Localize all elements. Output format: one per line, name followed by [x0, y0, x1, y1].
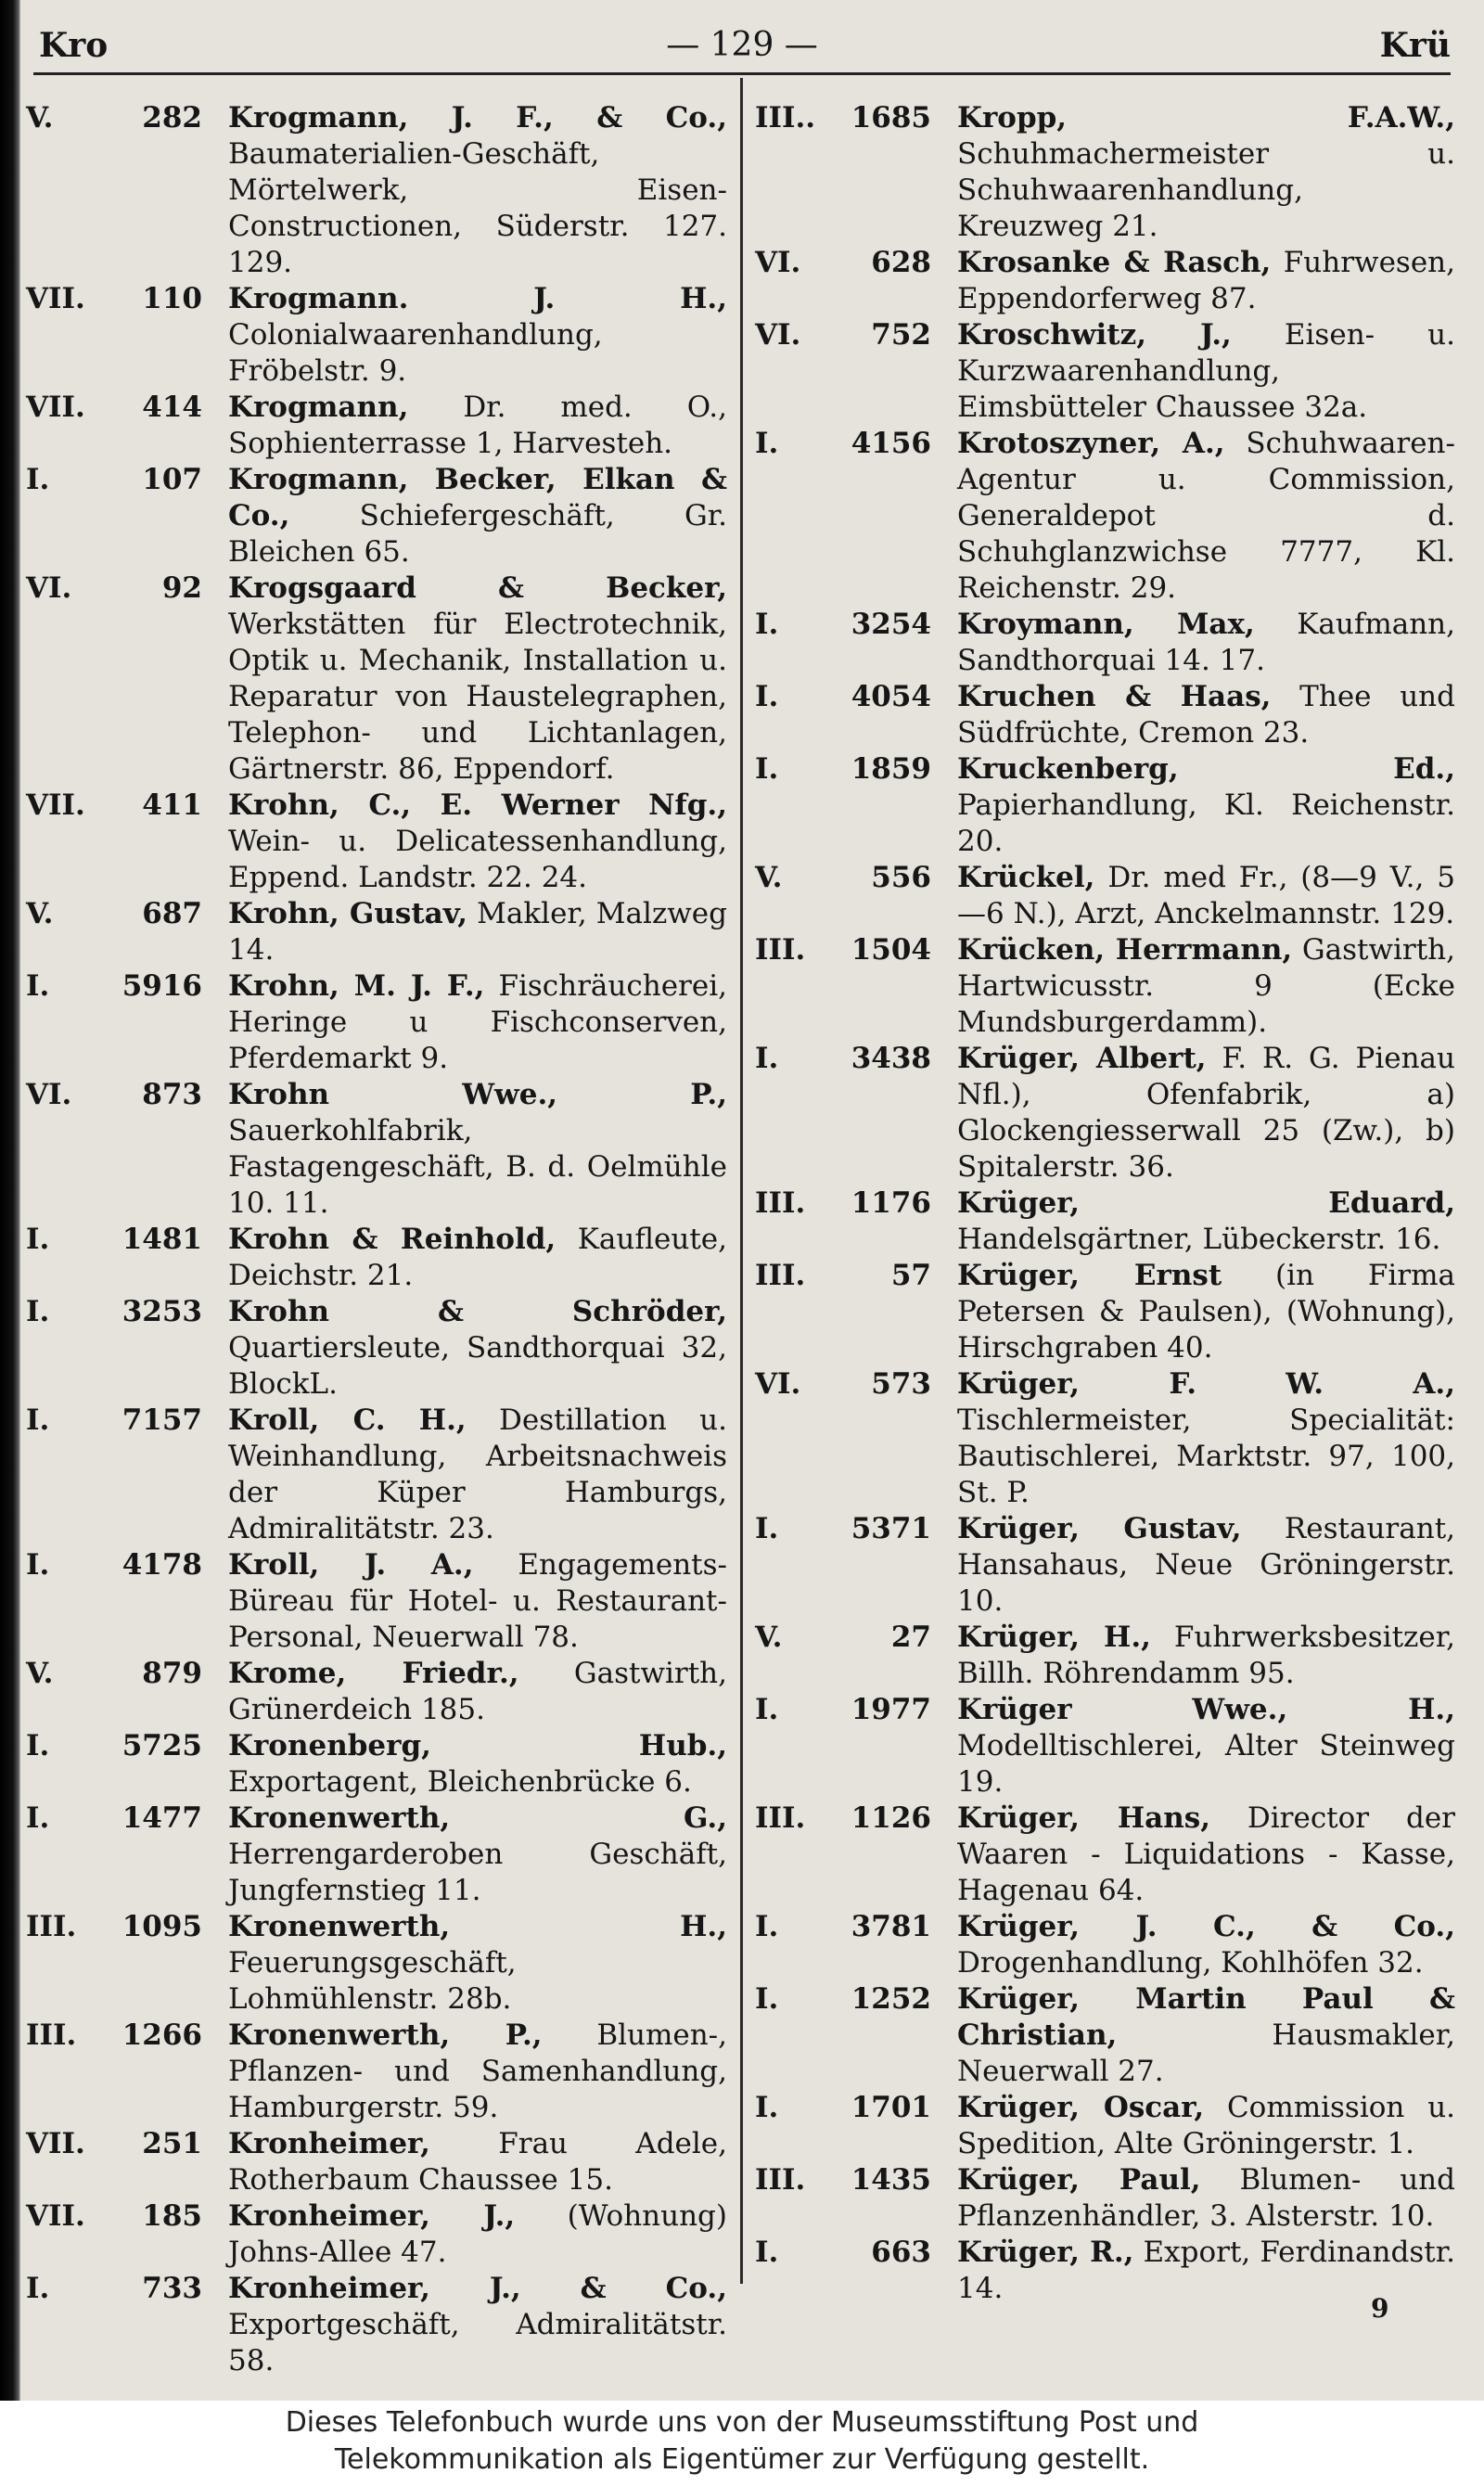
exchange-section: V.: [755, 861, 783, 894]
exchange-section: III.: [755, 1186, 806, 1220]
subscriber-name: Krüger, Albert,: [957, 1042, 1207, 1075]
directory-entry: [26, 1909, 727, 2018]
subscriber-details: Kaufleute, Deichstr. 21.: [228, 1223, 727, 1292]
subscriber-name: Kroll, C. H.,: [228, 1403, 467, 1437]
subscriber-name: Kronheimer, J.,: [228, 2199, 516, 2233]
subscriber-name: Krohn, M. J. F.,: [228, 969, 485, 1003]
exchange-section: V.: [755, 1621, 783, 1654]
exchange-section: VI.: [755, 318, 801, 352]
entry-text: [228, 2271, 727, 2379]
subscriber-details: Exportagent, Bleichenbrücke 6.: [228, 1765, 692, 1799]
line-number: 1266: [122, 2018, 202, 2052]
entry-text: [957, 1692, 1455, 1800]
footer-line-1: Dieses Telefonbuch wurde uns von der Museumsstiftung Post und: [285, 2406, 1199, 2439]
entry-text: [228, 788, 727, 896]
exchange-section: V.: [26, 1657, 54, 1690]
subscriber-details: Engagements-Büreau für Hotel- u. Restaurant-Personal, Neuerwall 78.: [228, 1548, 728, 1654]
directory-entry: [26, 2271, 727, 2379]
entry-text: [957, 317, 1455, 426]
line-number: 1176: [851, 1186, 931, 1220]
subscriber-name: Krüger, Ernst: [957, 1259, 1222, 1292]
directory-entry: [755, 245, 1455, 317]
exchange-section: I.: [755, 1693, 779, 1726]
entry-text: [228, 1222, 727, 1294]
directory-entry: [26, 462, 727, 570]
exchange-section: VI.: [755, 246, 801, 279]
line-number: 1126: [851, 1801, 931, 1835]
subscriber-name: Krüger, Hans,: [957, 1801, 1211, 1835]
subscriber-details: Baumaterialien-Geschäft, Mörtelwerk, Eisen-Constructionen, Süderstr. 127. 129.: [228, 137, 727, 279]
subscriber-details: Drogenhandlung, Kohlhöfen 32.: [957, 1946, 1424, 1980]
exchange-section: I.: [26, 1403, 50, 1437]
directory-entry: [26, 968, 727, 1077]
directory-entry: [755, 1511, 1455, 1620]
directory-entry: [755, 751, 1455, 860]
entry-text: [228, 968, 727, 1077]
subscriber-details: Blumen-, Pflanzen- und Samenhandlung, Hamburgerstr. 59.: [228, 2018, 728, 2124]
exchange-section: VII.: [26, 2199, 85, 2233]
exchange-section: I.: [755, 752, 779, 786]
subscriber-name: Krüger Wwe., H.,: [957, 1693, 1455, 1726]
line-number: 251: [142, 2127, 202, 2160]
line-number: 5725: [122, 1729, 202, 1762]
subscriber-details: Schuhmachermeister u. Schuhwaarenhandlung, Kreuzweg 21.: [957, 137, 1455, 243]
line-number: 1477: [122, 1801, 202, 1835]
subscriber-details: Blumen- und Pflanzenhändler, 3. Alsterstr. 10.: [957, 2163, 1455, 2233]
subscriber-details: Feuerungsgeschäft, Lohmühlenstr. 28b.: [228, 1946, 517, 2016]
entry-text: [228, 390, 727, 462]
page-spine-shadow: [0, 0, 20, 2401]
exchange-section: VII.: [26, 788, 85, 822]
directory-entry: [26, 1547, 727, 1656]
exchange-section: I.: [755, 1042, 779, 1075]
exchange-section: I.: [755, 2236, 779, 2269]
entry-text: [957, 1366, 1455, 1511]
entry-text: [228, 1294, 727, 1403]
entry-text: [957, 245, 1455, 317]
exchange-section: I.: [26, 1801, 50, 1835]
subscriber-name: Kroymann, Max,: [957, 608, 1255, 641]
line-number: 879: [142, 1657, 202, 1690]
directory-entry: [26, 281, 727, 390]
line-number: 1435: [851, 2163, 931, 2197]
directory-entry: [755, 426, 1455, 607]
entry-text: [957, 1185, 1455, 1258]
subscriber-details: Hausmakler, Neuerwall 27.: [957, 2018, 1455, 2088]
line-number: 5916: [122, 969, 202, 1003]
subscriber-name: Krohn Wwe., P.,: [228, 1078, 727, 1111]
subscriber-details: F. R. G. Pienau Nfl.), Ofenfabrik, a) Glockengiesserwall 25 (Zw.), b) Spitalerstr. 36.: [957, 1042, 1455, 1184]
entry-text: [957, 679, 1455, 751]
directory-entry: [755, 1185, 1455, 1258]
subscriber-details: Schuhwaaren-Agentur u. Commission, Generaldepot d. Schuhglanzwichse 7777, Kl. Reichenstr. 29.: [957, 427, 1455, 605]
directory-entry: [755, 1041, 1455, 1185]
line-number: 92: [161, 571, 202, 605]
exchange-section: I.: [755, 680, 779, 713]
header-right-keyword: Krü: [1379, 26, 1451, 65]
subscriber-details: Sauerkohlfabrik, Fastagengeschäft, B. d. Oelmühle 10. 11.: [228, 1114, 727, 1220]
subscriber-details: Kaufmann, Sandthorquai 14. 17.: [957, 608, 1455, 677]
directory-entry: [755, 1366, 1455, 1511]
subscriber-details: Dr. med Fr., (8—9 V., 5—6 N.), Arzt, Anckelmannstr. 129.: [957, 861, 1455, 930]
line-number: 107: [142, 463, 202, 496]
exchange-section: III.: [755, 1801, 806, 1835]
exchange-section: I.: [26, 1548, 50, 1582]
entry-text: [957, 2090, 1455, 2162]
subscriber-details: Eisen- u. Kurzwaarenhandlung, Eimsbütteler Chaussee 32a.: [957, 318, 1455, 424]
entry-text: [228, 1728, 727, 1800]
subscriber-name: Kronenberg, Hub.,: [228, 1729, 727, 1762]
subscriber-details: Commission u. Spedition, Alte Gröningerstr. 1.: [957, 2091, 1456, 2160]
subscriber-name: Krücken, Herrmann,: [957, 933, 1293, 967]
subscriber-details: Handelsgärtner, Lübeckerstr. 16.: [957, 1223, 1441, 1256]
line-number: 3438: [851, 1042, 931, 1075]
exchange-section: VII.: [26, 282, 85, 315]
directory-entry: [755, 1800, 1455, 1909]
exchange-section: I.: [26, 463, 50, 496]
subscriber-name: Krohn & Schröder,: [228, 1295, 727, 1328]
entry-text: [957, 751, 1455, 860]
subscriber-details: Modelltischlerei, Alter Steinweg 19.: [957, 1729, 1455, 1799]
subscriber-name: Kroll, J. A.,: [228, 1548, 474, 1582]
directory-entry: [26, 1800, 727, 1909]
line-number: 185: [142, 2199, 202, 2233]
entry-text: [228, 1403, 727, 1547]
directory-entry: [755, 317, 1455, 426]
line-number: 1859: [851, 752, 931, 786]
subscriber-details: Fischräucherei, Heringe u Fischconserven, Pferdemarkt 9.: [228, 969, 727, 1075]
directory-entry: [26, 896, 727, 968]
subscriber-name: Krome, Friedr.,: [228, 1657, 519, 1690]
line-number: 4178: [122, 1548, 202, 1582]
subscriber-name: Kroschwitz, J.,: [957, 318, 1232, 352]
exchange-section: I.: [26, 969, 50, 1003]
entry-text: [228, 462, 727, 570]
subscriber-name: Krohn, Gustav,: [228, 897, 468, 930]
subscriber-name: Krüger, Martin Paul & Christian,: [957, 1982, 1455, 2052]
directory-entry: [26, 1656, 727, 1728]
directory-entry: [26, 1728, 727, 1800]
subscriber-details: Export, Ferdinandstr. 14.: [957, 2236, 1455, 2305]
line-number: 556: [871, 861, 931, 894]
line-number: 3253: [122, 1295, 202, 1328]
directory-entry: [755, 2235, 1455, 2307]
subscriber-name: Krogmann,: [228, 391, 409, 424]
exchange-section: I.: [26, 1729, 50, 1762]
exchange-section: III..: [755, 101, 816, 135]
subscriber-name: Krogmann, J. F., & Co.,: [228, 101, 727, 135]
line-number: 5371: [851, 1512, 931, 1545]
line-number: 1701: [851, 2091, 931, 2124]
exchange-section: III.: [26, 1910, 77, 1943]
subscriber-details: Frau Adele, Rotherbaum Chaussee 15.: [228, 2127, 727, 2197]
line-number: 282: [142, 101, 202, 135]
subscriber-name: Kronheimer,: [228, 2127, 430, 2160]
entry-text: [957, 1981, 1455, 2090]
exchange-section: I.: [755, 608, 779, 641]
subscriber-details: Makler, Malzweg 14.: [228, 897, 728, 967]
exchange-section: V.: [26, 897, 54, 930]
line-number: 110: [142, 282, 202, 315]
entry-text: [228, 2018, 727, 2126]
exchange-section: I.: [26, 2272, 50, 2305]
entry-text: [228, 570, 727, 788]
entry-text: [957, 2162, 1455, 2235]
subscriber-name: Krüger, R.,: [957, 2236, 1134, 2269]
line-number: 628: [871, 246, 931, 279]
entry-text: [228, 1656, 727, 1728]
entry-text: [957, 1041, 1455, 1185]
subscriber-name: Krüger, Oscar,: [957, 2091, 1205, 2124]
directory-entry: [755, 932, 1455, 1041]
subscriber-name: Krohn, C., E. Werner Nfg.,: [228, 788, 727, 822]
line-number: 573: [871, 1367, 931, 1401]
line-number: 411: [142, 788, 202, 822]
subscriber-details: Quartiersleute, Sandthorquai 32, BlockL.: [228, 1331, 727, 1401]
exchange-section: III.: [755, 1259, 806, 1292]
subscriber-name: Kruckenberg, Ed.,: [957, 752, 1455, 786]
exchange-section: I.: [755, 427, 779, 460]
exchange-section: I.: [755, 1982, 779, 2016]
left-column: [26, 100, 727, 2379]
page-mark: 9: [1371, 2293, 1389, 2324]
footer-notice: [0, 2401, 1484, 2486]
directory-entry: [755, 2090, 1455, 2162]
directory-entry: [26, 1077, 727, 1222]
exchange-section: VI.: [755, 1367, 801, 1401]
line-number: 1481: [122, 1223, 202, 1256]
line-number: 414: [142, 391, 202, 424]
subscriber-name: Krückel,: [957, 861, 1095, 894]
subscriber-name: Krogsgaard & Becker,: [228, 571, 727, 605]
directory-entry: [26, 1222, 727, 1294]
directory-entry: [755, 100, 1455, 245]
subscriber-details: Dr. med. O., Sophienterrasse 1, Harvesteh.: [228, 391, 728, 460]
directory-entry: [755, 1909, 1455, 1981]
directory-entry: [755, 1692, 1455, 1800]
directory-entry: [26, 2018, 727, 2126]
footer-line-2: Telekommunikation als Eigentümer zur Verfügung gestellt.: [334, 2443, 1150, 2476]
subscriber-name: Krüger, J. C., & Co.,: [957, 1910, 1455, 1943]
line-number: 1252: [851, 1982, 931, 2016]
subscriber-name: Kronenwerth, H.,: [228, 1910, 727, 1943]
line-number: 27: [890, 1621, 931, 1654]
entry-text: [957, 860, 1455, 932]
entry-text: [957, 1258, 1455, 1366]
exchange-section: VI.: [26, 1078, 72, 1111]
subscriber-name: Krogmann. J. H.,: [228, 282, 727, 315]
column-divider: [740, 78, 743, 2284]
subscriber-name: Krotoszyner, A.,: [957, 427, 1225, 460]
subscriber-details: Wein- u. Delicatessenhandlung, Eppend. Landstr. 22. 24.: [228, 825, 727, 894]
exchange-section: VII.: [26, 391, 85, 424]
subscriber-name: Kruchen & Haas,: [957, 680, 1272, 713]
line-number: 687: [142, 897, 202, 930]
line-number: 733: [142, 2272, 202, 2305]
entry-text: [957, 426, 1455, 607]
entry-text: [957, 1620, 1455, 1692]
subscriber-details: Papierhandlung, Kl. Reichenstr. 20.: [957, 788, 1455, 858]
right-column: [755, 100, 1455, 2307]
subscriber-details: Werkstätten für Electrotechnik, Optik u. Mechanik, Installation u. Reparatur von Haustelegraphen, Telephon- und Lichtanlagen, Gärtnerstr. 86, Eppendorf.: [228, 608, 727, 786]
page-number: — 129 —: [666, 26, 818, 64]
subscriber-details: Gastwirth, Hartwicusstr. 9 (Ecke Mundsburgerdamm).: [957, 933, 1456, 1039]
directory-entry: [26, 2126, 727, 2198]
directory-entry: [755, 607, 1455, 679]
subscriber-details: Exportgeschäft, Admiralitätstr. 58.: [228, 2308, 727, 2377]
subscriber-name: Krüger, Eduard,: [957, 1186, 1455, 1220]
line-number: 1977: [851, 1693, 931, 1726]
line-number: 3254: [851, 608, 931, 641]
line-number: 752: [871, 318, 931, 352]
subscriber-name: Krohn & Reinhold,: [228, 1223, 556, 1256]
entry-text: [228, 1909, 727, 2018]
directory-entry: [755, 2162, 1455, 2235]
subscriber-name: Krosanke & Rasch,: [957, 246, 1272, 279]
subscriber-details: Tischlermeister, Specialität: Bautischlerei, Marktstr. 97, 100, St. P.: [957, 1403, 1455, 1509]
subscriber-details: Colonialwaarenhandlung, Fröbelstr. 9.: [228, 318, 603, 388]
subscriber-name: Kropp, F.A.W.,: [957, 101, 1455, 135]
line-number: 57: [890, 1259, 931, 1292]
entry-text: [957, 1511, 1455, 1620]
exchange-section: I.: [755, 2091, 779, 2124]
subscriber-details: Schiefergeschäft, Gr. Bleichen 65.: [228, 499, 728, 569]
entry-text: [228, 281, 727, 390]
directory-entry: [26, 788, 727, 896]
subscriber-name: Kronenwerth, P.,: [228, 2018, 543, 2052]
entry-text: [957, 1800, 1455, 1909]
entry-text: [957, 932, 1455, 1041]
entry-text: [228, 2126, 727, 2198]
subscriber-details: Herrengarderoben Geschäft, Jungfernstieg 11.: [228, 1838, 727, 1907]
entry-text: [957, 607, 1455, 679]
subscriber-name: Kronheimer, J., & Co.,: [228, 2272, 727, 2305]
entry-text: [957, 1909, 1455, 1981]
subscriber-details: (in Firma Petersen & Paulsen), (Wohnung), Hirschgraben 40.: [957, 1259, 1456, 1365]
directory-entry: [26, 2198, 727, 2271]
line-number: 4054: [851, 680, 931, 713]
exchange-section: VII.: [26, 2127, 85, 2160]
directory-entry: [755, 1258, 1455, 1366]
line-number: 7157: [122, 1403, 202, 1437]
header-left-keyword: Kro: [39, 26, 109, 65]
line-number: 1095: [122, 1910, 202, 1943]
directory-entry: [26, 100, 727, 281]
entry-text: [228, 1547, 727, 1656]
exchange-section: III.: [755, 2163, 806, 2197]
subscriber-name: Krüger, Gustav,: [957, 1512, 1242, 1545]
line-number: 4156: [851, 427, 931, 460]
entry-text: [228, 2198, 727, 2271]
directory-entry: [26, 1294, 727, 1403]
line-number: 3781: [851, 1910, 931, 1943]
subscriber-details: Fuhrwesen, Eppendorferweg 87.: [957, 246, 1455, 315]
entry-text: [228, 896, 727, 968]
subscriber-name: Krüger, Paul,: [957, 2163, 1201, 2197]
line-number: 873: [142, 1078, 202, 1111]
directory-entry: [755, 679, 1455, 751]
exchange-section: I.: [26, 1295, 50, 1328]
header-rule: [33, 72, 1451, 75]
directory-entry: [26, 570, 727, 788]
exchange-section: III.: [755, 933, 806, 967]
exchange-section: I.: [755, 1910, 779, 1943]
subscriber-details: Director der Waaren - Liquidations - Kasse, Hagenau 64.: [957, 1801, 1455, 1907]
line-number: 663: [871, 2236, 931, 2269]
line-number: 1685: [851, 101, 931, 135]
directory-entry: [26, 390, 727, 462]
subscriber-name: Krüger, H.,: [957, 1621, 1151, 1654]
subscriber-details: Thee und Südfrüchte, Cremon 23.: [957, 680, 1455, 750]
entry-text: [228, 100, 727, 281]
subscriber-name: Krogmann, Becker, Elkan & Co.,: [228, 463, 727, 532]
subscriber-details: Fuhrwerksbesitzer, Billh. Röhrendamm 95.: [957, 1621, 1455, 1690]
entry-text: [228, 1077, 727, 1222]
subscriber-name: Krüger, F. W. A.,: [957, 1367, 1455, 1401]
entry-text: [228, 1800, 727, 1909]
directory-entry: [26, 1403, 727, 1547]
subscriber-details: (Wohnung) Johns-Allee 47.: [228, 2199, 727, 2269]
subscriber-details: Destillation u. Weinhandlung, Arbeitsnachweis der Küper Hamburgs, Admiralitätstr. 23.: [228, 1403, 727, 1545]
directory-entry: [755, 860, 1455, 932]
subscriber-name: Kronenwerth, G.,: [228, 1801, 727, 1835]
subscriber-details: Restaurant, Hansahaus, Neue Gröningerstr. 10.: [957, 1512, 1455, 1618]
exchange-section: III.: [26, 2018, 77, 2052]
exchange-section: VI.: [26, 571, 72, 605]
directory-entry: [755, 1981, 1455, 2090]
line-number: 1504: [851, 933, 931, 967]
directory-entry: [755, 1620, 1455, 1692]
exchange-section: V.: [26, 101, 54, 135]
exchange-section: I.: [755, 1512, 779, 1545]
exchange-section: I.: [26, 1223, 50, 1256]
subscriber-details: Gastwirth, Grünerdeich 185.: [228, 1657, 728, 1726]
entry-text: [957, 100, 1455, 245]
